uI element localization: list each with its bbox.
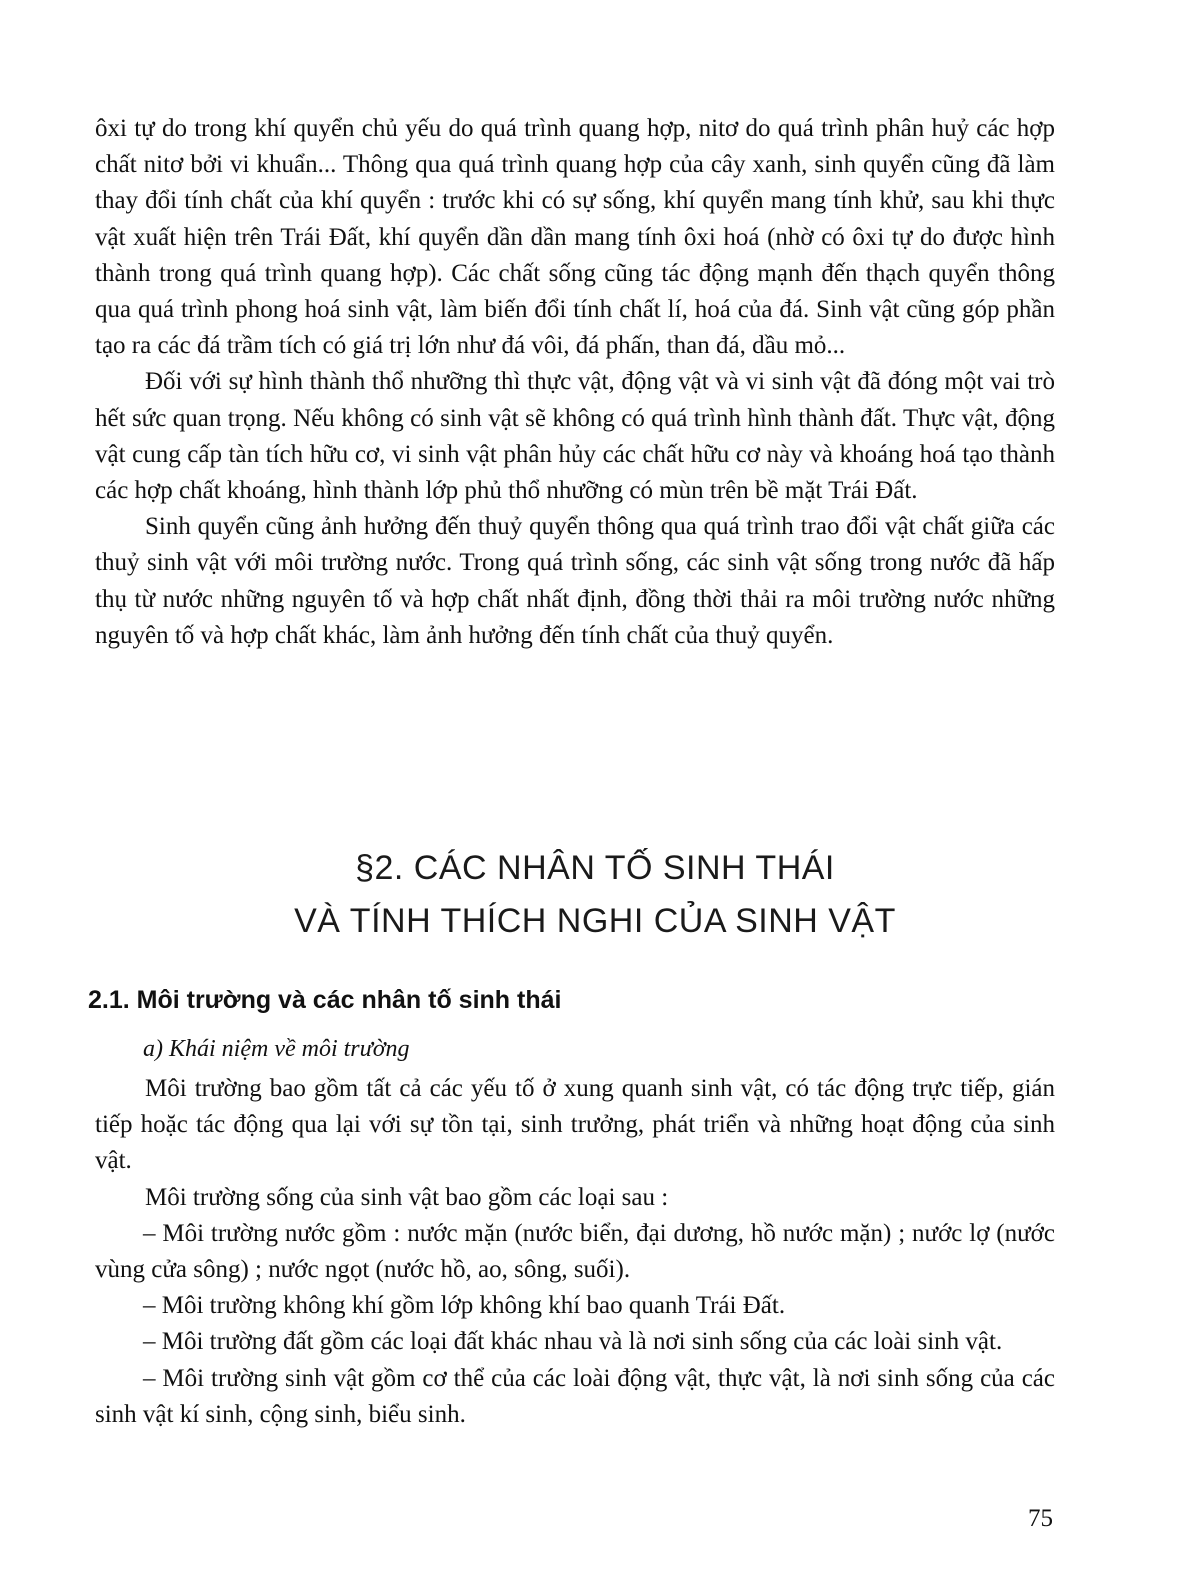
paragraph-environment-types: Môi trường sống của sinh vật bao gồm các loại sau : xyxy=(145,1183,669,1211)
bottom-text-block xyxy=(95,1071,1055,1433)
paragraph-environment-definition: Môi trường bao gồm tất cả các yếu tố ở xung quanh sinh vật, có tác động trực tiếp, gián tiếp hoặc tác động qua lại với sự tồn tại, sinh trưởng, phát triển và những hoạt động của sinh vật. xyxy=(95,1075,1055,1175)
list-item-water-environment: – Môi trường nước gồm : nước mặn (nước biển, đại dương, hồ nước mặn) ; nước lợ (nước vùng cửa sông) ; nước ngọt (nước hồ, ao, sông, suối). xyxy=(95,1219,1055,1284)
list-item-air-environment: – Môi trường không khí gồm lớp không khí bao quanh Trái Đất. xyxy=(143,1292,786,1320)
paragraph-soil-formation: Đối với sự hình thành thổ nhưỡng thì thực vật, động vật và vi sinh vật đã đóng một vai trò hết sức quan trọng. Nếu không có sinh vật sẽ không có quá trình hình thành đất. Thực vật, động vật cung cấp tàn tích hữu cơ, vi sinh vật phân hủy các chất hữu cơ này và khoáng hoá tạo thành các hợp chất khoáng, hình thành lớp phủ thổ nhưỡng có mùn trên bề mặt Trái Đất. xyxy=(95,368,1055,505)
chapter-title xyxy=(95,842,1095,948)
section-heading: 2.1. Môi trường và các nhân tố sinh thái xyxy=(88,986,562,1014)
chapter-title-line-2: VÀ TÍNH THÍCH NGHI CỦA SINH VẬT xyxy=(294,902,896,940)
top-text-block xyxy=(95,111,1055,654)
list-item-organism-environment: – Môi trường sinh vật gồm cơ thể của các loài động vật, thực vật, là nơi sinh sống của các sinh vật kí sinh, cộng sinh, biểu sinh. xyxy=(95,1364,1055,1428)
page-number: 75 xyxy=(1028,1505,1053,1532)
list-item-soil-environment: – Môi trường đất gồm các loại đất khác nhau và là nơi sinh sống của các loài sinh vật. xyxy=(143,1328,1003,1356)
chapter-title-line-1: §2. CÁC NHÂN TỐ SINH THÁI xyxy=(355,849,835,887)
paragraph-hydrosphere: Sinh quyển cũng ảnh hưởng đến thuỷ quyển thông qua quá trình trao đổi vật chất giữa các thuỷ sinh vật với môi trường nước. Trong quá trình sống, các sinh vật sống trong nước đã hấp thụ từ nước những nguyên tố và hợp chất nhất định, đồng thời thải ra môi trường nước những nguyên tố và hợp chất khác, làm ảnh hưởng đến tính chất của thuỷ quyển. xyxy=(95,513,1055,649)
paragraph-biosphere-atmosphere: ôxi tự do trong khí quyển chủ yếu do quá trình quang hợp, nitơ do quá trình phân huỷ các hợp chất nitơ bởi vi khuẩn... Thông qua quá trình quang hợp của cây xanh, sinh quyển cũng đã làm thay đổi tính chất của khí quyển : trước khi có sự sống, khí quyển mang tính khử, sau khi thực vật xuất hiện trên Trái Đất, khí quyển dần dần mang tính ôxi hoá (nhờ có ôxi tự do được hình thành trong quá trình quang hợp). Các chất sống cũng tác động mạnh đến thạch quyển thông qua quá trình phong hoá sinh vật, làm biến đổi tính chất lí, hoá của đá. Sinh vật cũng góp phần tạo ra các đá trầm tích có giá trị lớn như đá vôi, đá phấn, than đá, dầu mỏ... xyxy=(95,115,1055,360)
subsection-heading: a) Khái niệm về môi trường xyxy=(143,1036,410,1062)
